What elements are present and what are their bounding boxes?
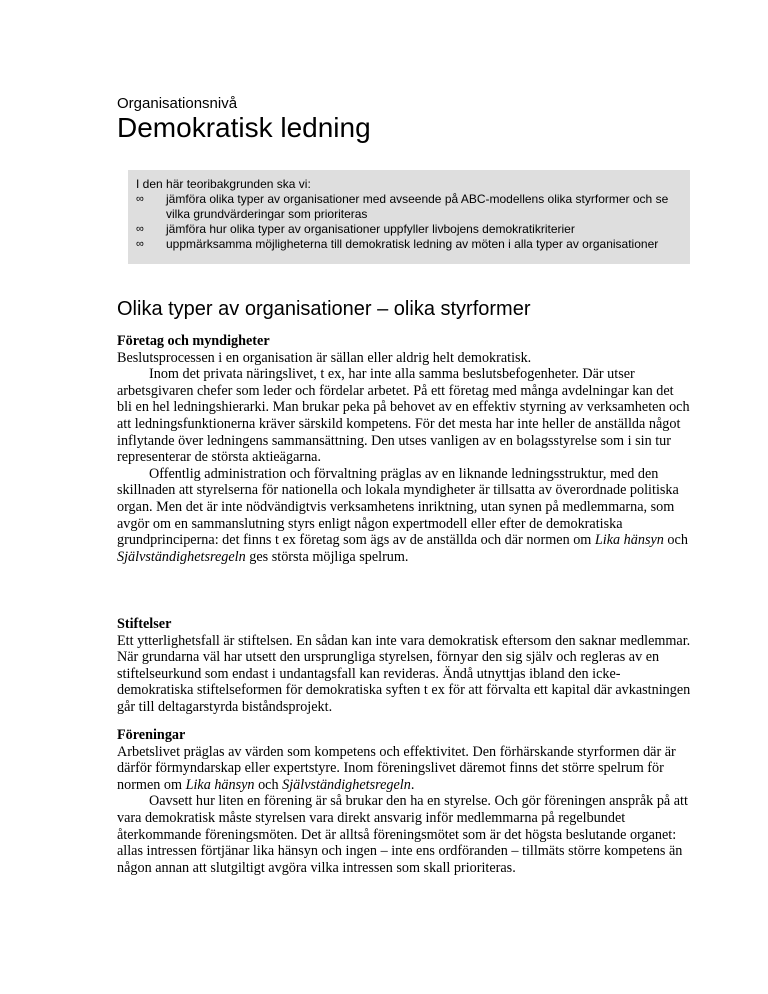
subsection-associations	[117, 727, 692, 876]
paragraph: Oavsett hur liten en förening är så brukar den ha en styrelse. Och gör föreningen anspråk på att vara demokratisk måste styrelsen vara direkt ansvarig inför medlemmarna på regelbundet återkommande föreningsmöten. Det är alltså föreningsmötet som är det högsta beslutande organet: allas intressen förtjänar lika hänsyn och ingen – inte ens ordföranden – tillmäts större kompetens än någon annan att slutgiltigt avgöra vilka intressen som skall prioriteras.	[117, 793, 688, 876]
text-run: och	[254, 776, 283, 793]
text-run: och	[663, 532, 688, 549]
document-kicker: Organisationsnivå	[117, 95, 238, 112]
paragraph	[117, 466, 692, 566]
intro-lead: I den här teoribakgrunden ska vi:	[136, 177, 311, 191]
section-heading: Olika typer av organisationer – olika styrformer	[117, 298, 531, 320]
subsection-heading: Stiftelser	[117, 616, 172, 632]
emphasis: Självständighetsregeln	[282, 776, 411, 793]
infinity-bullet-icon: ∞	[136, 223, 144, 235]
document-title: Demokratisk ledning	[117, 112, 371, 143]
paragraph	[117, 744, 692, 794]
subsection-foundations	[117, 616, 692, 716]
subsection-heading: Företag och myndigheter	[117, 333, 270, 349]
infinity-bullet-icon: ∞	[136, 193, 144, 205]
paragraph: Inom det privata näringslivet, t ex, har inte alla samma beslutsbefogenheter. Där utser arbetsgivaren chefer som leder och fördelar arbetet. På ett företag med många avdelningar kan det bli en hel ledningshierarki. Man brukar peka på behovet av en effektiv styrning av verksamheten och att ledningsfunktionerna kräver särskild kompetens. För det mesta har inte heller de anställda något inflytande över ledningens sammansättning. Den utses vanligen av en bolagsstyrelse som i sin tur representerar de största aktieägarna.	[117, 366, 690, 466]
subsection-heading: Föreningar	[117, 727, 186, 743]
emphasis: Lika hänsyn	[185, 776, 255, 793]
list-item	[136, 222, 690, 237]
subsection-companies	[117, 333, 692, 565]
emphasis: Självständighetsregeln	[117, 548, 246, 565]
list-item-text: jämföra olika typer av organisationer med avseende på ABC-modellens olika styrformer och se vilka grundvärderingar som prioriteras	[166, 192, 669, 221]
list-item-text: jämföra hur olika typer av organisationer uppfyller livbojens demokratikriterier	[166, 222, 575, 236]
text-run: Arbetslivet präglas av värden som kompetens och effektivitet. Den förhärskande styrformen där är därför förmyndarskap eller expertstyre. Inom föreningslivet däremot finns det större spelrum för normen om	[117, 743, 676, 793]
text-run: .	[410, 776, 415, 793]
text-run: Offentlig administration och förvaltning präglas av en liknande ledningsstruktur, med den skillnaden att styrelserna för nationella och lokala myndigheter är tillsatta av överordnade politiska organ. Men det är inte nödvändigtvis verksamhetens inriktning, utan synen på medlemmarna, som avgör om en sammanslutning styrs enligt någon expertmodell eller efter de demokratiska grundprinciperna: det finns t ex företag som ägs av de anställda och där normen om	[117, 465, 679, 549]
paragraph: Ett ytterlighetsfall är stiftelsen. En sådan kan inte vara demokratisk eftersom den saknar medlemmar. När grundarna väl har utsett den ursprungliga styrelsen, förnyar den sig själv och regleras av en stiftelseurkund som endast i undantagsfall kan revideras. Ändå utnyttjas ibland den icke-demokratiska stiftelseformen för demokratiska syften t ex för att förvalta ett kapital där avkastningen går till deltagarstyrda biståndsprojekt.	[117, 632, 691, 715]
text-run: ges största möjliga spelrum.	[245, 548, 409, 565]
emphasis: Lika hänsyn	[594, 532, 664, 549]
paragraph: Beslutsprocessen i en organisation är sällan eller aldrig helt demokratisk.	[117, 349, 532, 366]
infinity-bullet-icon: ∞	[136, 238, 144, 250]
intro-box	[128, 170, 690, 264]
intro-list	[136, 192, 690, 252]
list-item-text: uppmärksamma möjligheterna till demokratisk ledning av möten i alla typer av organisationer	[166, 237, 659, 251]
list-item	[136, 192, 690, 222]
list-item	[136, 237, 690, 252]
